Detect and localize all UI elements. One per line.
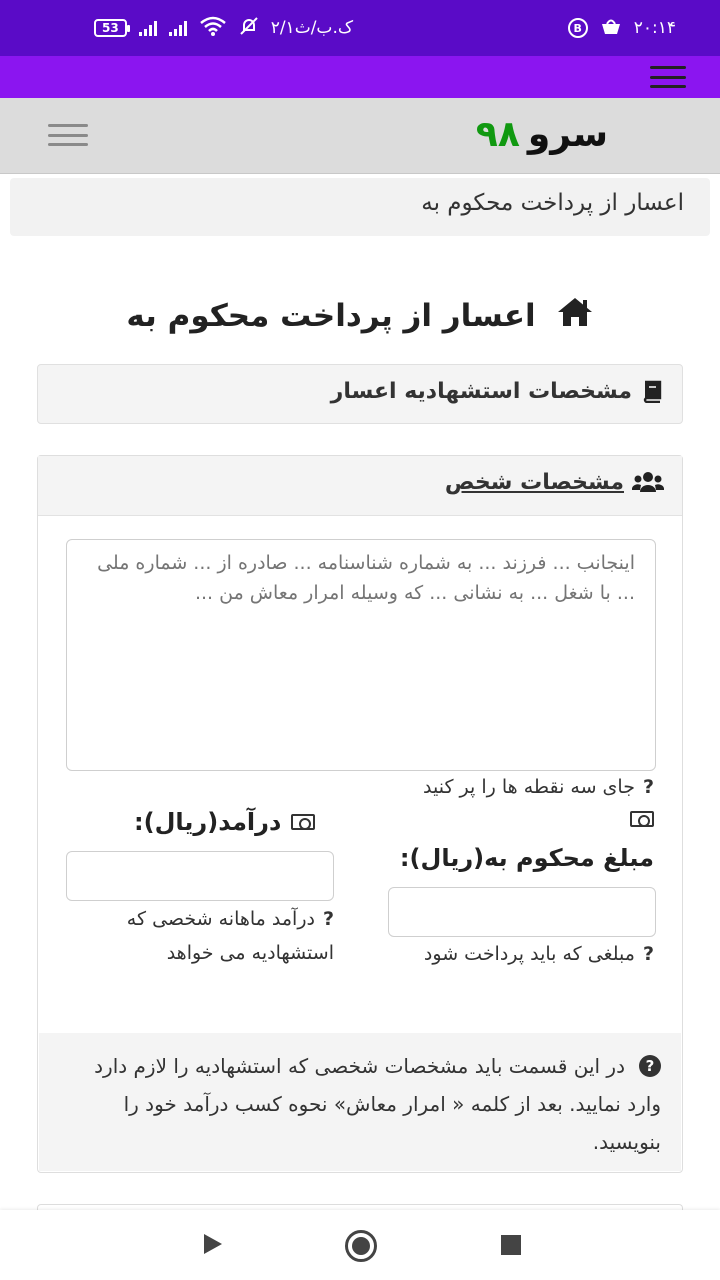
mute-bell-icon bbox=[239, 16, 259, 41]
recent-apps-icon[interactable] bbox=[501, 1235, 521, 1255]
site-logo[interactable] bbox=[476, 114, 608, 155]
book-icon bbox=[640, 379, 664, 409]
income-hint-text: درآمد ماهانه شخصی که استشهادیه می خواهد bbox=[126, 908, 334, 964]
amount-input[interactable] bbox=[388, 887, 656, 937]
clock: ۲۰:۱۴ bbox=[633, 18, 676, 38]
site-menu-icon[interactable] bbox=[48, 124, 88, 146]
textarea-hint bbox=[54, 770, 654, 804]
wifi-icon bbox=[199, 16, 227, 41]
page-title: اعسار از پرداخت محکوم به bbox=[126, 298, 536, 334]
page-title-row bbox=[0, 296, 720, 336]
income-input[interactable] bbox=[66, 851, 334, 901]
signal-icon-2 bbox=[169, 20, 187, 36]
status-bar bbox=[0, 0, 720, 56]
status-right bbox=[568, 16, 676, 41]
income-label-row bbox=[134, 808, 315, 836]
money-icon-wrap-amount bbox=[630, 808, 654, 827]
amount-hint bbox=[386, 937, 654, 971]
site-header bbox=[0, 98, 720, 174]
money-icon bbox=[630, 811, 654, 827]
notification-bag-icon bbox=[600, 16, 622, 41]
home-icon bbox=[556, 296, 594, 336]
person-panel-header[interactable] bbox=[38, 456, 682, 516]
status-left bbox=[94, 16, 353, 41]
money-icon bbox=[291, 814, 315, 830]
help-circle-icon: ? bbox=[639, 1055, 661, 1077]
navigation-bar bbox=[0, 1210, 720, 1280]
certificate-panel-header[interactable] bbox=[37, 364, 683, 424]
battery-icon: 53 bbox=[94, 19, 127, 37]
signal-icon bbox=[139, 20, 157, 36]
question-icon: ? bbox=[322, 908, 334, 930]
users-icon bbox=[632, 470, 664, 500]
app-top-bar bbox=[0, 56, 720, 98]
question-icon: ? bbox=[642, 943, 654, 965]
info-text: در این قسمت باید مشخصات شخصی که استشهادیه را لازم دارد وارد نمایید. بعد از کلمه « امرار معاش» نحوه کسب درآمد خود را بنویسید. bbox=[94, 1054, 661, 1154]
question-icon: ? bbox=[642, 776, 654, 798]
amount-hint-text: مبلغی که باید پرداخت شود bbox=[423, 943, 635, 965]
person-panel bbox=[37, 455, 683, 1173]
amount-label: مبلغ محکوم به(ریال): bbox=[399, 844, 654, 872]
back-icon[interactable] bbox=[204, 1234, 222, 1254]
logo-text: سرو bbox=[527, 114, 608, 155]
person-panel-title: مشخصات شخص bbox=[444, 470, 624, 495]
income-hint bbox=[66, 902, 334, 970]
home-button-icon[interactable] bbox=[345, 1230, 377, 1262]
certificate-panel-title: مشخصات استشهادیه اعسار bbox=[330, 379, 632, 404]
info-box bbox=[39, 1033, 681, 1171]
person-details-textarea[interactable] bbox=[66, 539, 656, 771]
logo-number: ۹۸ bbox=[475, 114, 520, 155]
income-label: درآمد(ریال): bbox=[134, 808, 282, 836]
app-menu-icon[interactable] bbox=[650, 66, 686, 88]
textarea-hint-text: جای سه نقطه ها را پر کنید bbox=[423, 776, 635, 798]
network-text: ۲/۱ک.ب/ث bbox=[270, 18, 354, 38]
b-app-icon: B bbox=[568, 18, 588, 38]
breadcrumb: اعسار از پرداخت محکوم به bbox=[10, 178, 710, 236]
